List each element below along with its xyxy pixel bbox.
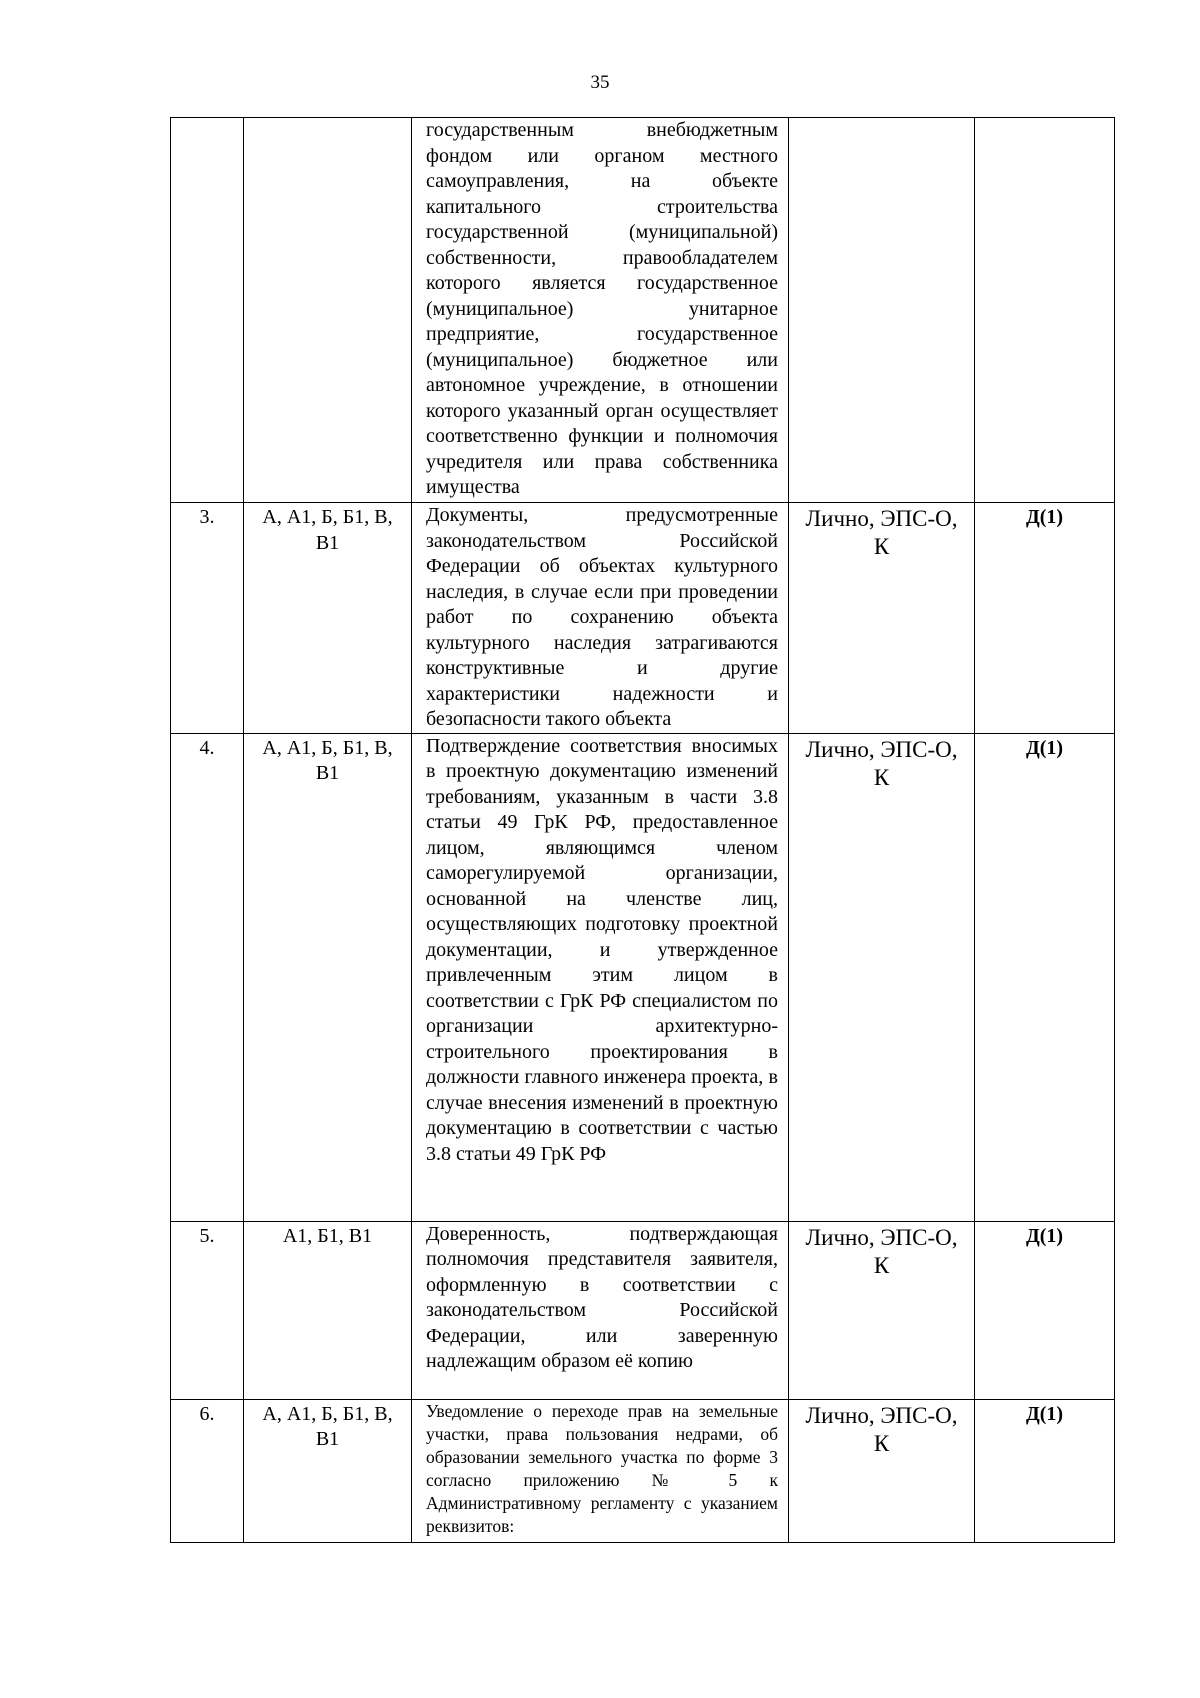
submission-method: Лично, ЭПС-О, К — [789, 1221, 975, 1399]
table-row — [171, 1399, 1115, 1542]
document-type — [975, 118, 1115, 503]
document-type: Д(1) — [975, 503, 1115, 734]
row-number: 5. — [171, 1221, 244, 1399]
document-description: Документы, предусмотренные законодательством Российской Федерации об объектах культурного наследия, в случае если при проведении работ по сохранению объекта культурного наследия затрагиваются конструктивные и другие характеристики надежности и безопасности такого объекта — [412, 503, 789, 734]
document-type: Д(1) — [975, 733, 1115, 1221]
submission-method — [789, 118, 975, 503]
applicant-categories: А, А1, Б, Б1, В, В1 — [244, 1399, 412, 1542]
applicant-categories — [244, 118, 412, 503]
submission-method: Лично, ЭПС-О, К — [789, 503, 975, 734]
page-number: 35 — [590, 72, 610, 93]
document-type: Д(1) — [975, 1399, 1115, 1542]
table-row — [171, 733, 1115, 1221]
applicant-categories: А, А1, Б, Б1, В, В1 — [244, 733, 412, 1221]
document-description: Уведомление о переходе прав на земельные участки, права пользования недрами, об образовании земельного участка по форме 3 согласно приложению № 5 к Административному регламенту с указанием реквизитов: — [412, 1399, 789, 1542]
submission-method: Лично, ЭПС-О, К — [789, 733, 975, 1221]
document-description: Подтверждение соответствия вносимых в проектную документацию изменений требованиям, указанным в части 3.8 статьи 49 ГрК РФ, предоставленное лицом, являющимся членом саморегулируемой организации, основанной на членстве лиц, осуществляющих подготовку проектной документации, и утвержденное привлеченным этим лицом в соответствии с ГрК РФ специалистом по организации архитектурно-строительного проектирования в должности главного инженера проекта, в случае внесения изменений в проектную документацию в соответствии с частью 3.8 статьи 49 ГрК РФ — [412, 733, 789, 1221]
row-number: 3. — [171, 503, 244, 734]
table-row — [171, 1221, 1115, 1399]
document-description: Доверенность, подтверждающая полномочия представителя заявителя, оформленную в соответствии с законодательством Российской Федерации, или заверенную надлежащим образом её копию — [412, 1221, 789, 1399]
row-number: 6. — [171, 1399, 244, 1542]
table-row — [171, 503, 1115, 734]
submission-method: Лично, ЭПС-О, К — [789, 1399, 975, 1542]
documents-table — [170, 117, 1115, 1543]
applicant-categories: А1, Б1, В1 — [244, 1221, 412, 1399]
document-type: Д(1) — [975, 1221, 1115, 1399]
row-number — [171, 118, 244, 503]
table-row — [171, 118, 1115, 503]
row-number: 4. — [171, 733, 244, 1221]
document-description: государственным внебюджетным фондом или органом местного самоуправления, на объекте капитального строительства государственной (муниципальной) собственности, правообладателем которого является государственное (муниципальное) унитарное предприятие, государственное (муниципальное) бюджетное или автономное учреждение, в отношении которого указанный орган осуществляет соответственно функции и полномочия учредителя или права собственника имущества — [412, 118, 789, 503]
applicant-categories: А, А1, Б, Б1, В, В1 — [244, 503, 412, 734]
